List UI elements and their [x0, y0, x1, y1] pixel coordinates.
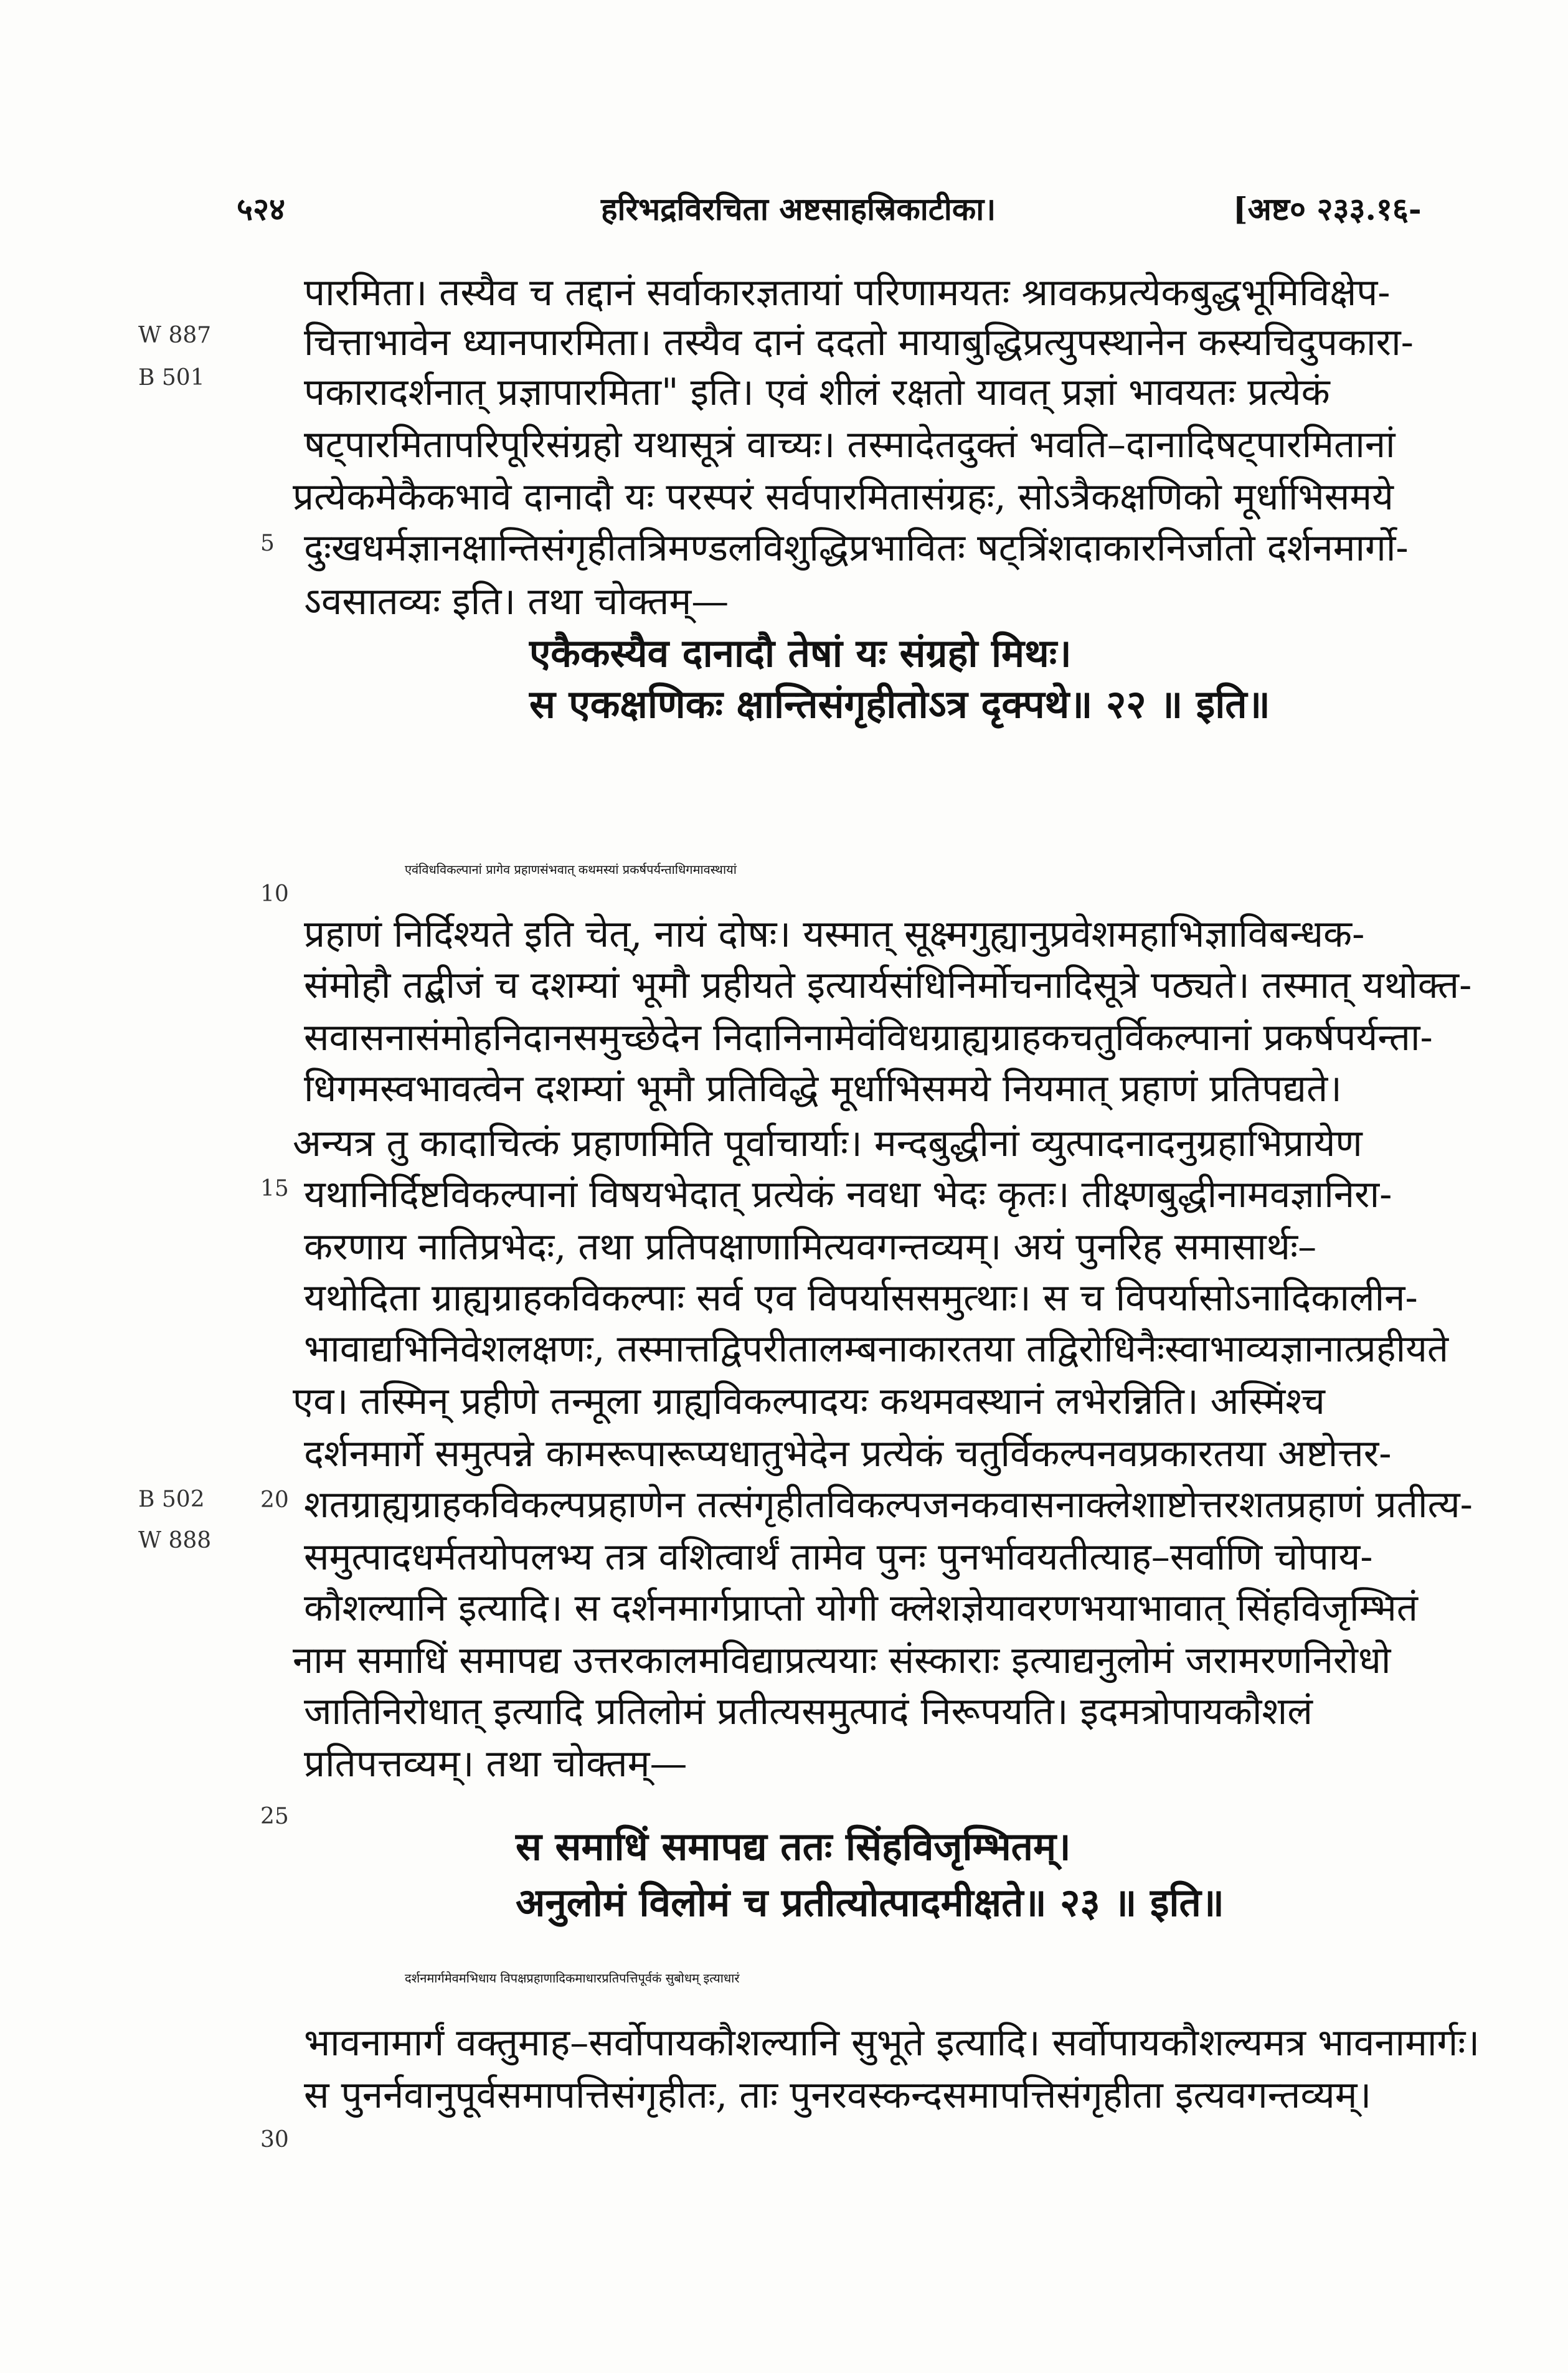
text-line: एव। तस्मिन् प्रहीणे तन्मूला ग्राह्यविकल्पादयः कथमवस्थानं लभेरन्निति। अस्मिंश्च [293, 1380, 1325, 1423]
text-line: संमोहौ तद्बीजं च दशम्यां भूमौ प्रहीयते इत्यार्यसंधिनिर्मोचनादिसूत्रे पठ्यते। तस्मात् यथोक्त- [304, 964, 1472, 1007]
text-line: करणाय नातिप्रभेदः, तथा प्रतिपक्षाणामित्यवगन्तव्यम्। अयं पुनरिह समासार्थः– [304, 1225, 1317, 1269]
text-line: अन्यत्र तु कादाचित्कं प्रहाणमिति पूर्वाचार्याः। मन्दबुद्धीनां व्युत्पादनादनुग्रहाभिप्रायेण [293, 1122, 1363, 1165]
text-line: सवासनासंमोहनिदानसमुच्छेदेन निदानिनामेवंविधग्राह्यग्राहकचतुर्विकल्पानां प्रकर्षपर्यन्ता- [304, 1016, 1433, 1059]
text-line: प्रतिपत्तव्यम्। तथा चोक्तम्— [304, 1742, 687, 1786]
text-line: प्रत्येकमेकैकभावे दानादौ यः परस्परं सर्वपारमितासंग्रहः, सोऽत्रैकक्षणिको मूर्धाभिसमये [293, 475, 1394, 519]
text-line: दर्शनमार्गमेवमभिधाय विपक्षप्रहाणादिकमाधारप्रतिपत्तिपूर्वकं सुबोधम् इत्याधारं [405, 1971, 740, 1986]
text-line: एवंविधविकल्पानां प्रागेव प्रहाणसंभवात् कथमस्यां प्रकर्षपर्यन्ताधिगमावस्थायां [405, 862, 737, 877]
verse-line: एकैकस्यैव दानादौ तेषां यः संग्रहो मिथः। [529, 630, 1072, 676]
text-line: जातिनिरोधात् इत्यादि प्रतिलोमं प्रतीत्यसमुत्पादं निरूपयति। इदमत्रोपायकौशलं [304, 1690, 1313, 1733]
verse-line: अनुलोमं विलोमं च प्रतीत्योत्पादमीक्षते॥ २३ ॥ इति॥ [516, 1880, 1224, 1925]
line-number-20: 20 [260, 1487, 289, 1513]
page-number: ५२४ [237, 191, 285, 227]
running-title: हरिभद्रविरचिता अष्टसाहस्रिकाटीका। [601, 191, 996, 227]
text-line: समुत्पादधर्मतयोपलभ्य तत्र वशित्वार्थं तामेव पुनः पुनर्भावयतीत्याह–सर्वाणि चोपाय- [304, 1535, 1373, 1579]
text-line: प्रहाणं निर्दिश्यते इति चेत्, नायं दोषः। यस्मात् सूक्ष्मगुह्यानुप्रवेशमहाभिज्ञाविबन्धक- [304, 912, 1365, 956]
line-number-30: 30 [260, 2127, 289, 2153]
page-header [237, 187, 1519, 237]
line-number-5: 5 [260, 531, 275, 556]
text-line: षट्पारमितापरिपूरिसंग्रहो यथासूत्रं वाच्यः। तस्मादेतदुक्तं भवति–दानादिषट्पारमितानां [304, 423, 1396, 467]
margin-ref-b502: B 502 [138, 1487, 205, 1512]
text-line: यथानिर्दिष्टविकल्पानां विषयभेदात् प्रत्येकं नवधा भेदः कृतः। तीक्ष्णबुद्धीनामवज्ञानिरा- [304, 1173, 1392, 1216]
text-line: कौशल्यानि इत्यादि। स दर्शनमार्गप्राप्तो योगी क्लेशज्ञेयावरणभयाभावात् सिंहविजृम्भितं [304, 1586, 1418, 1630]
text-line: पारमिता। तस्यैव च तद्दानं सर्वाकारज्ञतायां परिणामयतः श्रावकप्रत्येकबुद्धभूमिविक्षेप- [304, 271, 1391, 315]
verse-line: स एकक्षणिकः क्षान्तिसंगृहीतोऽत्र दृक्पथे॥ २२ ॥ इति॥ [529, 681, 1270, 727]
text-line: नाम समाधिं समापद्य उत्तरकालमविद्याप्रत्ययाः संस्काराः इत्याद्यनुलोमं जरामरणनिरोधो [293, 1639, 1391, 1682]
margin-ref-w887: W 887 [138, 323, 212, 348]
line-number-10: 10 [260, 881, 289, 907]
text-line: धिगमस्वभावत्वेन दशम्यां भूमौ प्रतिविद्धे मूर्धाभिसमये नियमात् प्रहाणं प्रतिपद्यते। [304, 1067, 1342, 1111]
text-line: स पुनर्नवानुपूर्वसमापत्तिसंगृहीतः, ताः पुनरवस्कन्दसमापत्तिसंगृहीता इत्यवगन्तव्यम्। [304, 2073, 1372, 2117]
text-line: चित्ताभावेन ध्यानपारमिता। तस्यैव दानं ददतो मायाबुद्धिप्रत्युपस्थानेन कस्यचिदुपकारा- [304, 321, 1414, 364]
text-line: दर्शनमार्गे समुत्पन्ने कामरूपारूप्यधातुभेदेन प्रत्येकं चतुर्विकल्पनवप्रकारतया अष्टोत्तर- [304, 1432, 1392, 1475]
text-line: यथोदिता ग्राह्यग्राहकविकल्पाः सर्व एव विपर्याससमुत्थाः। स च विपर्यासोऽनादिकालीन- [304, 1276, 1418, 1320]
text-line: दुःखधर्मज्ञानक्षान्तिसंगृहीतत्रिमण्डलविशुद्धिप्रभावितः षट्त्रिंशदाकारनिर्जातो दर्शनमार्गो- [304, 526, 1409, 570]
margin-ref-w888: W 888 [138, 1528, 212, 1553]
section-reference: [अष्ट० २३३.१६- [1233, 191, 1422, 227]
line-number-15: 15 [260, 1176, 289, 1201]
margin-ref-b501: B 501 [138, 365, 205, 391]
text-line: भावाद्यभिनिवेशलक्षणः, तस्मात्तद्विपरीतालम्बनाकारतया तद्विरोधिनैःस्वाभाव्यज्ञानात्प्रहीयते [304, 1327, 1449, 1371]
text-line: ऽवसातव्यः इति। तथा चोक्तम्— [304, 580, 729, 623]
text-line: भावनामार्गं वक्तुमाह–सर्वोपायकौशल्यानि सुभूते इत्यादि। सर्वोपायकौशल्यमत्र भावनामार्गः। [304, 2021, 1480, 2065]
line-number-25: 25 [260, 1804, 289, 1829]
verse-line: स समाधिं समापद्य ततः सिंहविजृम्भितम्। [516, 1824, 1071, 1869]
text-line: पकारादर्शनात् प्रज्ञापारमिता" इति। एवं शीलं रक्षतो यावत् प्रज्ञां भावयतः प्रत्येकं [304, 371, 1330, 414]
text-line: शतग्राह्यग्राहकविकल्पप्रहाणेन तत्संगृहीतविकल्पजनकवासनाक्लेशाष्टोत्तरशतप्रहाणं प्रतीत्य- [304, 1483, 1473, 1527]
